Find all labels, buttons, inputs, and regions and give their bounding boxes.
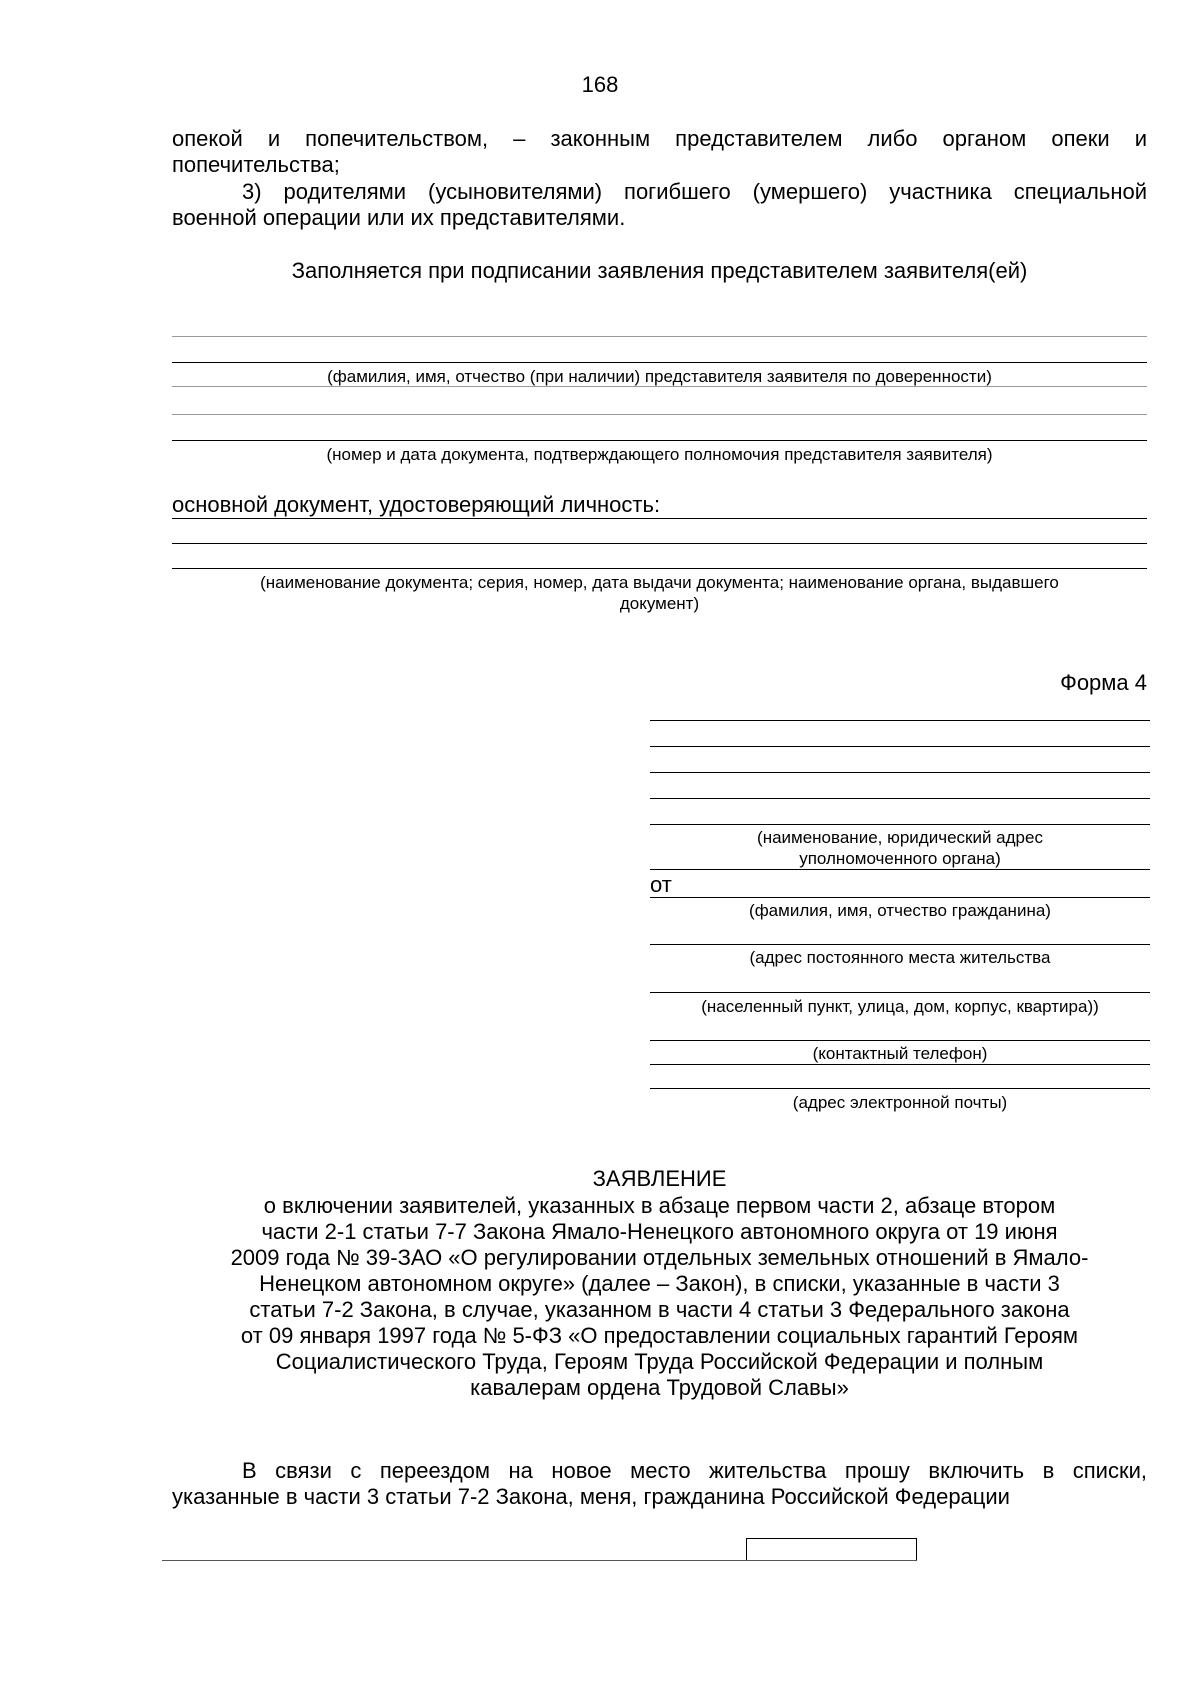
fill-line-authority[interactable] xyxy=(650,720,1150,721)
fill-line-authority-document[interactable] xyxy=(172,440,1147,441)
caption-authority: (наименование, юридический адрес xyxy=(757,828,1043,847)
statement-title: ЗАЯВЛЕНИЕ xyxy=(592,1166,727,1191)
fill-line-id-document[interactable] xyxy=(172,518,1147,519)
form-label: Форма 4 xyxy=(1060,670,1147,695)
statement-body-line: В связи с переездом на новое место жительства прошу включить в списки, xyxy=(242,1458,1147,1483)
statement-subtitle-line: от 09 января 1997 года № 5-ФЗ «О предоставлении социальных гарантий Героям xyxy=(240,1323,1079,1348)
caption-citizen-name: (фамилия, имя, отчество гражданина) xyxy=(749,901,1051,920)
fill-line-grey xyxy=(172,336,1147,337)
fill-line-address[interactable] xyxy=(650,944,1150,945)
representative-heading: Заполняется при подписании заявления представителем заявителя(ей) xyxy=(291,258,1028,283)
fill-line-citizen-name[interactable] xyxy=(650,897,1150,898)
fill-line-phone[interactable] xyxy=(650,1064,1150,1065)
fill-line-settlement[interactable] xyxy=(650,992,1150,993)
statement-subtitle-line: Социалистического Труда, Героям Труда Российской Федерации и полным xyxy=(275,1349,1044,1374)
fill-line-id-document[interactable] xyxy=(172,543,1147,544)
statement-subtitle-line: Ненецком автономном округе» (далее – Закон), в списки, указанные в части 3 xyxy=(259,1271,1060,1296)
page-number: 168 xyxy=(581,72,619,97)
caption-id-document: (наименование документа; серия, номер, дата выдачи документа; наименование органа, выдавшего xyxy=(260,573,1059,592)
field-divider xyxy=(746,1538,747,1560)
statement-subtitle-line: статьи 7-2 Закона, в случае, указанном в части 4 статьи 3 Федерального закона xyxy=(249,1297,1070,1322)
fill-line-grey xyxy=(172,414,1147,415)
fill-line-representative-name[interactable] xyxy=(172,362,1147,363)
fill-line-id-document[interactable] xyxy=(172,568,1147,569)
caption-authority-document: (номер и дата документа, подтверждающего полномочия представителя заявителя) xyxy=(326,445,993,464)
fill-line-authority[interactable] xyxy=(650,772,1150,773)
caption-email: (адрес электронной почты) xyxy=(792,1093,1008,1112)
field-divider xyxy=(916,1538,917,1560)
statement-subtitle-line: о включении заявителей, указанных в абзаце первом части 2, абзаце втором xyxy=(263,1193,1056,1218)
fill-line-grey xyxy=(172,386,1147,387)
caption-authority: уполномоченного органа) xyxy=(799,849,1001,868)
fill-line-authority[interactable] xyxy=(650,824,1150,825)
id-document-label: основной документ, удостоверяющий личность: xyxy=(172,492,661,517)
caption-representative-name: (фамилия, имя, отчество (при наличии) представителя заявителя по доверенности) xyxy=(327,367,992,386)
intro-paragraph-line: попечительства; xyxy=(172,152,340,177)
caption-address: (адрес постоянного места жительства xyxy=(749,948,1051,967)
intro-paragraph-line: 3) родителями (усыновителями) погибшего (умершего) участника специальной xyxy=(242,179,1147,204)
fill-line-authority[interactable] xyxy=(650,746,1150,747)
caption-settlement: (населенный пункт, улица, дом, корпус, квартира)) xyxy=(701,997,1099,1016)
fill-line-email[interactable] xyxy=(650,1088,1150,1089)
fill-line-authority[interactable] xyxy=(650,798,1150,799)
intro-paragraph-line: опекой и попечительством, – законным представителем либо органом опеки и xyxy=(172,126,1147,151)
statement-subtitle-line: 2009 года № 39-ЗАО «О регулировании отдельных земельных отношений в Ямало- xyxy=(230,1245,1089,1270)
from-label: от xyxy=(650,872,672,897)
fill-line-bottom-box[interactable] xyxy=(746,1538,917,1539)
statement-body-line: указанные в части 3 статьи 7-2 Закона, меня, гражданина Российской Федерации xyxy=(172,1484,1010,1509)
fill-line-citizen-name[interactable] xyxy=(650,869,1150,870)
statement-subtitle-line: кавалерам ордена Трудовой Славы» xyxy=(470,1375,849,1400)
fill-line-phone[interactable] xyxy=(650,1040,1150,1041)
intro-paragraph-line: военной операции или их представителями. xyxy=(172,205,626,230)
statement-subtitle-line: части 2-1 статьи 7-7 Закона Ямало-Ненецкого автономного округа от 19 июня xyxy=(261,1219,1058,1244)
caption-id-document: документ) xyxy=(619,594,700,613)
caption-phone: (контактный телефон) xyxy=(812,1044,988,1063)
fill-line-bottom[interactable] xyxy=(162,1560,917,1561)
